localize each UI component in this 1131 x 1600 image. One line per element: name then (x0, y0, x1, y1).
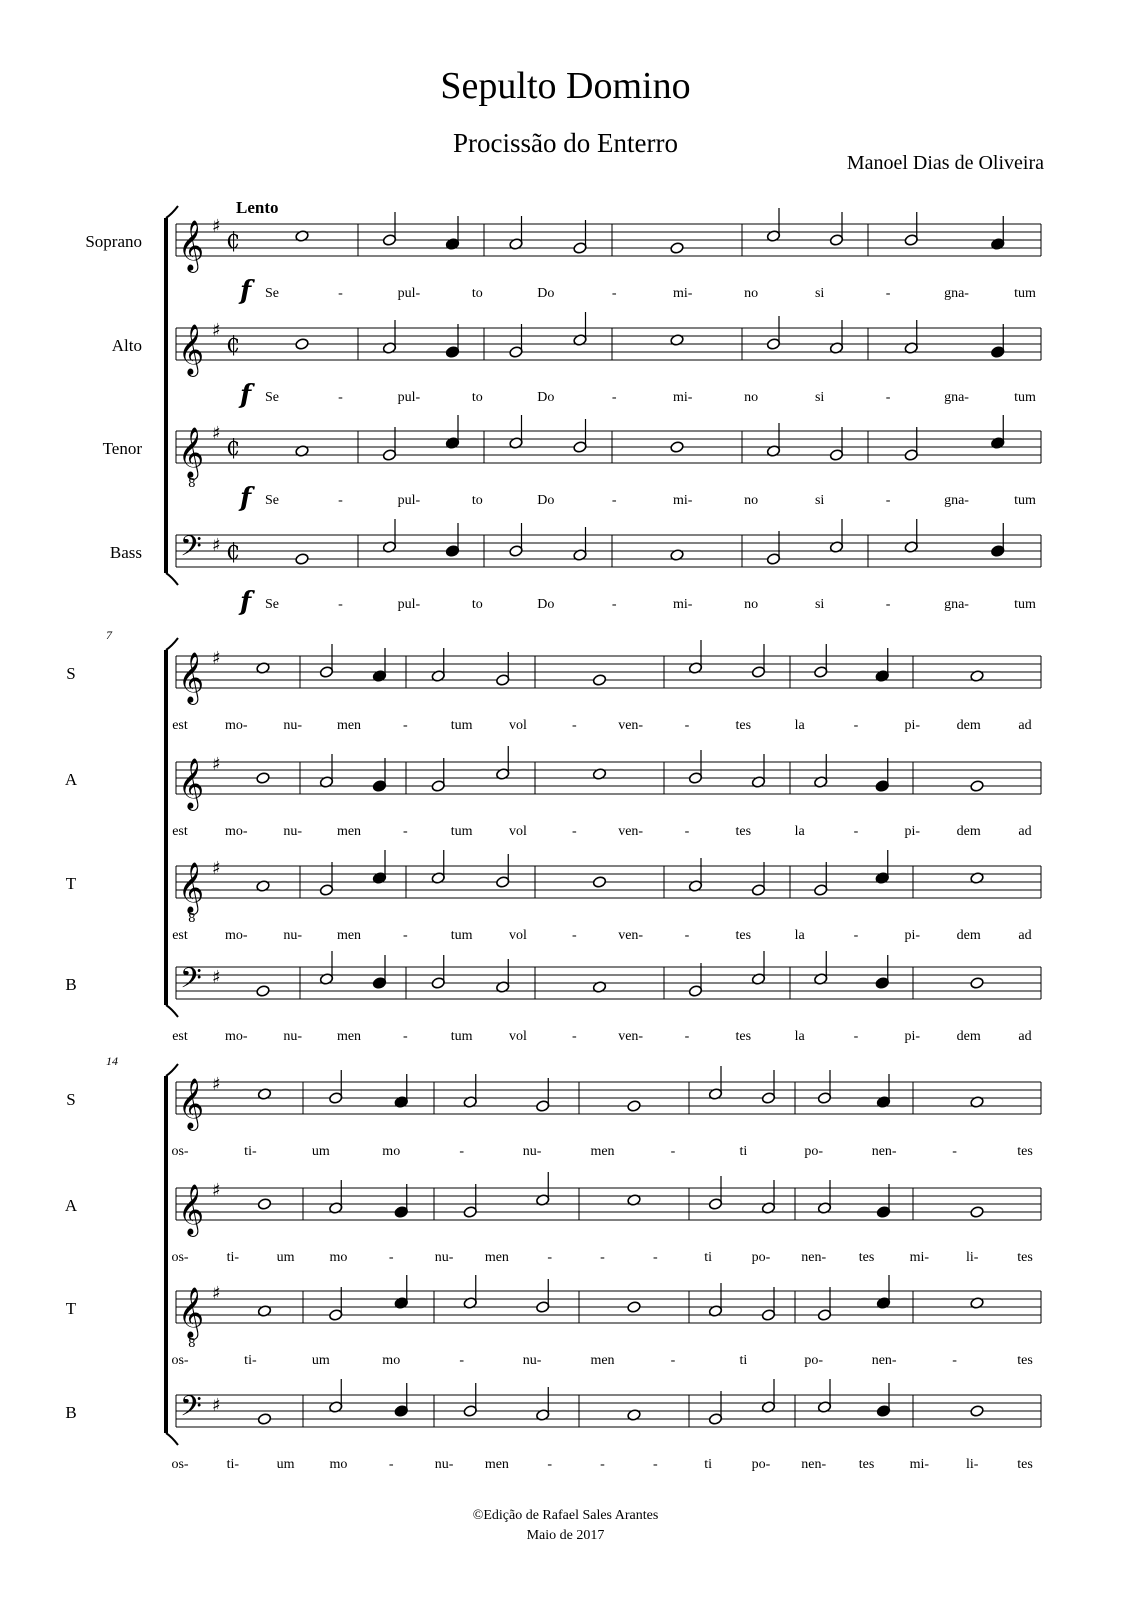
lyric-syllable: ven- (618, 718, 644, 733)
lyric-syllable: um (311, 1144, 330, 1159)
lyric-syllable: - (684, 718, 690, 733)
lyric-syllable: Do (537, 286, 555, 301)
lyric-syllable: la (794, 718, 805, 733)
lyric-syllable: nu- (434, 1457, 454, 1472)
lyric-syllable: nen- (801, 1457, 827, 1472)
lyric-syllable: tes (735, 824, 752, 839)
lyric-syllable: Do (537, 493, 555, 508)
lyric-syllable: - (952, 1144, 957, 1159)
lyric-syllable: pul- (397, 286, 421, 301)
key-sharp-icon: ♯ (212, 1283, 221, 1304)
lyric-syllable: Do (537, 597, 555, 612)
lyric-syllable: mi- (672, 493, 693, 508)
lyric-syllable: vol (509, 928, 527, 943)
voice-name: Alto (111, 336, 142, 355)
lyric-syllable: tes (1017, 1353, 1033, 1368)
cut-time-icon: ₵ (226, 540, 240, 565)
lyric-syllable: - (611, 390, 617, 405)
lyric-syllable: - (885, 597, 891, 612)
lyric-syllable: pul- (397, 493, 421, 508)
bracket-hook-bottom (166, 573, 178, 585)
lyric-syllable: - (853, 928, 859, 943)
bass-clef-icon: 𝄢 (180, 1390, 202, 1430)
score-title: Sepulto Domino (440, 65, 691, 107)
treble-clef-icon: 𝄞 (178, 652, 205, 703)
score-subtitle: Procissão do Enterro (453, 128, 678, 158)
note-head (256, 772, 270, 785)
measure-number: 7 (106, 628, 112, 642)
lyric-syllable: ti- (226, 1457, 240, 1472)
lyric-syllable: mo (382, 1353, 401, 1368)
lyric-syllable: si (814, 597, 825, 612)
treble-clef-icon: 𝄞 (178, 1078, 205, 1129)
lyric-syllable: os- (171, 1144, 189, 1159)
lyric-syllable: nu- (434, 1250, 454, 1265)
lyric-syllable: nu- (522, 1353, 542, 1368)
note-head (295, 553, 309, 566)
lyric-syllable: no (744, 390, 759, 405)
lyric-syllable: ti (739, 1144, 748, 1159)
lyric-syllable: nen- (871, 1144, 897, 1159)
lyric-syllable: os- (171, 1457, 189, 1472)
lyric-syllable: to (471, 286, 483, 301)
lyric-syllable: men (336, 1029, 362, 1044)
voice-name: Soprano (85, 232, 142, 251)
lyric-syllable: vol (509, 1029, 527, 1044)
lyric-syllable: tum (450, 1029, 473, 1044)
voice-abbr: S (66, 1090, 76, 1109)
note-head (592, 674, 606, 687)
lyric-syllable: - (684, 1029, 690, 1044)
lyric-syllable: ad (1018, 928, 1032, 943)
lyric-syllable: - (652, 1250, 658, 1265)
treble-clef-icon: 𝄞 (178, 220, 205, 271)
lyric-syllable: - (338, 493, 343, 508)
lyric-syllable: men (590, 1353, 615, 1368)
note-head (970, 977, 984, 990)
lyric-syllable: po- (751, 1457, 771, 1472)
key-sharp-icon: ♯ (212, 1180, 221, 1201)
lyric-syllable: - (402, 718, 408, 733)
lyric-syllable: um (276, 1457, 295, 1472)
lyric-syllable: nu- (283, 718, 302, 733)
voice-abbr: T (65, 874, 77, 893)
note-head (670, 242, 684, 255)
lyric-syllable: - (684, 928, 690, 943)
cut-time-icon: ₵ (226, 229, 240, 254)
lyric-syllable: tum (1014, 390, 1036, 405)
key-sharp-icon: ♯ (212, 320, 221, 341)
lyric-syllable: - (547, 1457, 553, 1472)
dynamic-marking: f (240, 380, 252, 410)
bracket-hook-top (166, 1064, 178, 1076)
key-sharp-icon: ♯ (212, 216, 221, 237)
lyric-syllable: tes (735, 928, 752, 943)
lyric-syllable: nen- (801, 1250, 827, 1265)
lyric-syllable: li- (965, 1250, 979, 1265)
lyric-syllable: - (885, 493, 891, 508)
lyric-syllable: ti- (244, 1144, 257, 1159)
lyric-syllable: um (311, 1353, 330, 1368)
lyric-syllable: est (172, 1029, 188, 1044)
lyric-syllable: - (853, 824, 859, 839)
note-head (627, 1301, 641, 1314)
treble-clef-icon: 𝄞 (178, 758, 205, 809)
lyric-syllable: tes (1017, 1457, 1033, 1472)
lyric-syllable: mi- (909, 1250, 930, 1265)
lyric-syllable: to (471, 493, 483, 508)
key-sharp-icon: ♯ (212, 423, 221, 444)
lyric-syllable: Se (265, 286, 279, 301)
lyric-syllable: si (814, 390, 825, 405)
lyric-syllable: dem (956, 1029, 981, 1044)
dynamic-marking: f (240, 587, 252, 617)
bracket-hook-bottom (166, 1005, 178, 1017)
dynamic-marking: f (240, 483, 252, 513)
lyric-syllable: os- (171, 1353, 189, 1368)
key-sharp-icon: ♯ (212, 858, 221, 879)
note-head (670, 441, 684, 454)
key-sharp-icon: ♯ (212, 967, 221, 988)
voice-abbr: B (65, 1403, 77, 1422)
lyric-syllable: mo- (225, 1029, 248, 1044)
lyric-syllable: ti (704, 1457, 713, 1472)
lyric-syllable: dem (956, 928, 981, 943)
treble-clef-icon: 𝄞 (178, 324, 205, 375)
voice-name: Bass (109, 543, 142, 562)
note-head (256, 985, 270, 998)
cut-time-icon: ₵ (226, 333, 240, 358)
lyric-syllable: - (547, 1250, 553, 1265)
lyric-syllable: - (885, 286, 891, 301)
lyric-syllable: si (814, 493, 825, 508)
lyric-syllable: - (611, 597, 617, 612)
lyric-syllable: ti- (226, 1250, 240, 1265)
lyric-syllable: pi- (904, 718, 921, 733)
lyric-syllable: tum (1014, 597, 1036, 612)
lyric-syllable: no (744, 597, 759, 612)
lyric-syllable: - (338, 597, 343, 612)
lyric-syllable: mo- (225, 718, 248, 733)
octave-8-mark: 8 (188, 476, 196, 490)
lyric-syllable: tes (858, 1250, 875, 1265)
lyric-syllable: dem (956, 824, 981, 839)
lyric-syllable: - (600, 1250, 605, 1265)
lyric-syllable: ven- (618, 1029, 644, 1044)
lyric-syllable: - (600, 1457, 605, 1472)
lyric-syllable: men (484, 1457, 509, 1472)
lyric-syllable: - (571, 824, 577, 839)
lyric-syllable: pi- (904, 824, 921, 839)
lyric-syllable: nu- (283, 928, 302, 943)
lyric-syllable: pi- (904, 928, 921, 943)
lyric-syllable: - (388, 1250, 394, 1265)
lyric-syllable: men (336, 718, 362, 733)
lyric-syllable: mo- (225, 928, 248, 943)
treble-clef-icon: 𝄞 (178, 1287, 205, 1338)
lyric-syllable: Se (265, 390, 279, 405)
lyric-syllable: ad (1018, 1029, 1032, 1044)
voice-name: Tenor (102, 439, 142, 458)
dynamic-marking: f (240, 276, 252, 306)
lyric-syllable: gna- (944, 390, 969, 405)
lyric-syllable: mi- (672, 390, 693, 405)
key-sharp-icon: ♯ (212, 754, 221, 775)
lyric-syllable: ti (739, 1353, 748, 1368)
note-head (970, 1405, 984, 1418)
treble-clef-icon: 𝄞 (178, 1184, 205, 1235)
lyric-syllable: - (402, 1029, 408, 1044)
octave-8-mark: 8 (188, 1336, 196, 1350)
lyric-syllable: mo (382, 1144, 401, 1159)
lyric-syllable: la (794, 1029, 805, 1044)
lyric-syllable: ven- (618, 824, 644, 839)
lyric-syllable: gna- (944, 493, 969, 508)
lyric-syllable: gna- (944, 597, 969, 612)
lyric-syllable: - (853, 1029, 859, 1044)
lyric-syllable: men (484, 1250, 509, 1265)
voice-abbr: B (65, 975, 77, 994)
lyric-syllable: mo (329, 1457, 348, 1472)
lyric-syllable: ad (1018, 824, 1032, 839)
lyric-syllable: - (670, 1353, 676, 1368)
lyric-syllable: pul- (397, 390, 421, 405)
note-head (592, 876, 606, 889)
lyric-syllable: - (652, 1457, 658, 1472)
voice-abbr: A (64, 770, 78, 789)
lyric-syllable: no (744, 493, 759, 508)
note-head (257, 1413, 271, 1426)
key-sharp-icon: ♯ (212, 1395, 221, 1416)
lyric-syllable: ven- (618, 928, 644, 943)
lyric-syllable: dem (956, 718, 981, 733)
lyric-syllable: to (471, 390, 483, 405)
lyric-syllable: si (814, 286, 825, 301)
lyric-syllable: gna- (944, 286, 969, 301)
lyric-syllable: mo- (225, 824, 248, 839)
lyric-syllable: mo (329, 1250, 348, 1265)
lyric-syllable: men (336, 928, 362, 943)
lyric-syllable: vol (509, 824, 527, 839)
lyric-syllable: mi- (672, 286, 693, 301)
lyric-syllable: - (402, 928, 408, 943)
lyric-syllable: po- (804, 1353, 824, 1368)
edition-date: Maio de 2017 (526, 1528, 605, 1543)
measure-number: 14 (106, 1054, 118, 1068)
lyric-syllable: est (172, 928, 188, 943)
lyric-syllable: - (459, 1144, 464, 1159)
lyric-syllable: - (611, 286, 617, 301)
lyric-syllable: tum (1014, 286, 1036, 301)
edition-credit: ©Edição de Rafael Sales Arantes (472, 1508, 659, 1523)
lyric-syllable: - (885, 390, 891, 405)
lyric-syllable: - (952, 1353, 957, 1368)
lyric-syllable: vol (509, 718, 527, 733)
lyric-syllable: men (590, 1144, 615, 1159)
treble-clef-icon: 𝄞 (178, 427, 205, 478)
lyric-syllable: tum (450, 718, 473, 733)
lyric-syllable: - (670, 1144, 676, 1159)
lyric-syllable: tum (450, 824, 473, 839)
lyric-syllable: nu- (283, 824, 302, 839)
tempo-marking: Lento (236, 198, 279, 217)
cut-time-icon: ₵ (226, 436, 240, 461)
lyric-syllable: ti- (244, 1353, 257, 1368)
note-head (970, 1206, 984, 1219)
lyric-syllable: Se (265, 493, 279, 508)
bass-clef-icon: 𝄢 (180, 530, 202, 570)
lyric-syllable: tes (735, 1029, 752, 1044)
lyric-syllable: nu- (522, 1144, 542, 1159)
composer-name: Manoel Dias de Oliveira (846, 152, 1044, 174)
lyric-syllable: - (853, 718, 859, 733)
lyric-syllable: la (794, 928, 805, 943)
lyric-syllable: - (338, 390, 343, 405)
bracket-hook-top (166, 638, 178, 650)
lyric-syllable: os- (171, 1250, 189, 1265)
octave-8-mark: 8 (188, 911, 196, 925)
lyric-syllable: - (684, 824, 690, 839)
lyric-syllable: tum (1014, 493, 1036, 508)
voice-abbr: S (66, 664, 76, 683)
lyric-syllable: pi- (904, 1029, 921, 1044)
lyric-syllable: tum (450, 928, 473, 943)
lyric-syllable: - (402, 824, 408, 839)
voice-abbr: A (64, 1196, 78, 1215)
lyric-syllable: - (571, 1029, 577, 1044)
lyric-syllable: la (794, 824, 805, 839)
key-sharp-icon: ♯ (212, 648, 221, 669)
voice-abbr: T (65, 1299, 77, 1318)
lyric-syllable: tes (735, 718, 752, 733)
key-sharp-icon: ♯ (212, 1074, 221, 1095)
bass-clef-icon: 𝄢 (180, 962, 202, 1002)
note-head (627, 1100, 641, 1113)
note-head (257, 1198, 271, 1211)
lyric-syllable: - (388, 1457, 394, 1472)
lyric-syllable: ad (1018, 718, 1032, 733)
bracket-hook-top (166, 206, 178, 218)
lyric-syllable: Se (265, 597, 279, 612)
lyric-syllable: tes (858, 1457, 875, 1472)
lyric-syllable: mi- (909, 1457, 930, 1472)
lyric-syllable: pul- (397, 597, 421, 612)
lyric-syllable: est (172, 824, 188, 839)
lyric-syllable: nu- (283, 1029, 302, 1044)
lyric-syllable: li- (965, 1457, 979, 1472)
treble-clef-icon: 𝄞 (178, 862, 205, 913)
note-head (970, 780, 984, 793)
key-sharp-icon: ♯ (212, 535, 221, 556)
lyric-syllable: no (744, 286, 759, 301)
lyric-syllable: - (571, 718, 577, 733)
lyric-syllable: um (276, 1250, 295, 1265)
lyric-syllable: po- (804, 1144, 824, 1159)
lyric-syllable: ti (704, 1250, 713, 1265)
lyric-syllable: - (611, 493, 617, 508)
lyric-syllable: Do (537, 390, 555, 405)
note-head (295, 338, 309, 351)
lyric-syllable: po- (751, 1250, 771, 1265)
lyric-syllable: men (336, 824, 362, 839)
lyric-syllable: tes (1017, 1144, 1033, 1159)
bracket-hook-bottom (166, 1433, 178, 1445)
lyric-syllable: - (459, 1353, 464, 1368)
lyric-syllable: to (471, 597, 483, 612)
lyric-syllable: mi- (672, 597, 693, 612)
lyric-syllable: nen- (871, 1353, 897, 1368)
lyric-syllable: tes (1017, 1250, 1033, 1265)
lyric-syllable: est (172, 718, 188, 733)
lyric-syllable: - (571, 928, 577, 943)
lyric-syllable: - (338, 286, 343, 301)
